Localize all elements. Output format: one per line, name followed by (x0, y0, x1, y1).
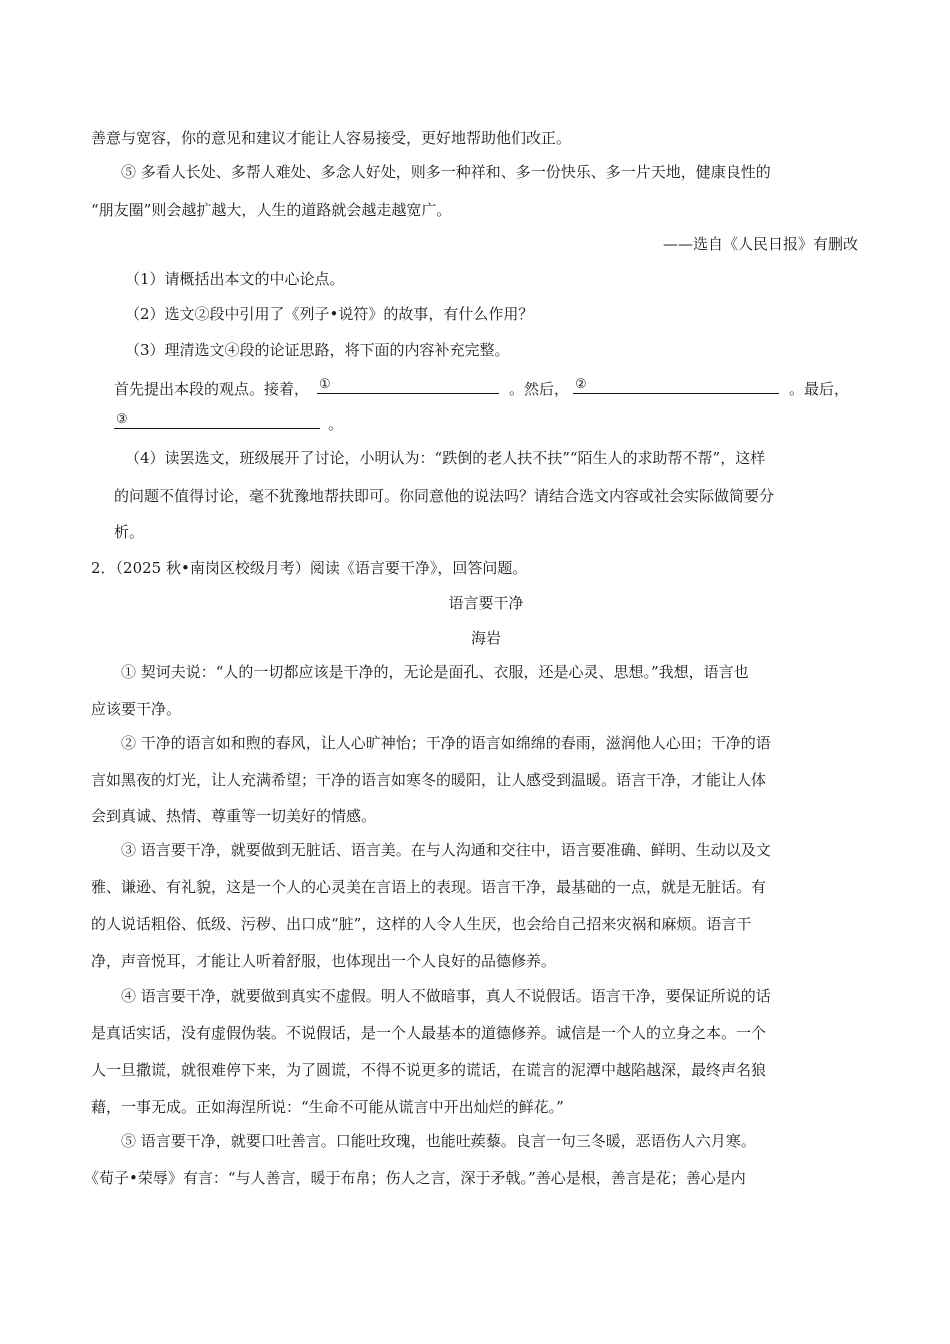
article-p3-line-1: ③ 语言要干净，就要做到无脏话、语言美。在与人沟通和交往中，语言要准确、鲜明、生动以及文 (121, 841, 771, 859)
answer-blank-1[interactable] (317, 375, 499, 394)
question-4-line-3: 析。 (114, 523, 145, 541)
article-p4-line-4: 藉，一事无成。正如海涅所说：“生命不可能从谎言中开出灿烂的鲜花。” (91, 1098, 564, 1116)
blank-number: ③ (116, 412, 128, 427)
fill-text: 。最后， (789, 380, 850, 398)
fill-text: 首先提出本段的观点。接着， (114, 380, 310, 398)
article-p3-line-4: 净，声音悦耳，才能让人听着舒服，也体现出一个人良好的品德修养。 (91, 952, 557, 970)
article-p2-line-1: ② 干净的语言如和煦的春风，让人心旷神怡；干净的语言如绵绵的春雨，滋润他人心田；干净的语 (121, 734, 771, 752)
article-p4-line-1: ④ 语言要干净，就要做到真实不虚假。明人不做暗事，真人不说假话。语言干净，要保证所说的话 (121, 987, 771, 1005)
article-p4-line-3: 人一旦撒谎，就很难停下来，为了圆谎，不得不说更多的谎话，在谎言的泥潭中越陷越深，最终声名狼 (91, 1061, 767, 1079)
article-author: 海岩 (470, 629, 501, 647)
item-2-heading: 2．（2025 秋•南岗区校级月考）阅读《语言要干净》，回答问题。 (91, 559, 528, 577)
article-p4-line-2: 是真话实话，没有虚假伪装。不说假话，是一个人最基本的道德修养。诚信是一个人的立身之本。一个 (91, 1024, 767, 1042)
article-p5-line-2: 《荀子•荣辱》有言：“与人善言，暖于布帛；伤人之言，深于矛戟。”善心是根，善言是花；善心是内 (84, 1169, 746, 1187)
source-note: ——选自《人民日报》有删改 (662, 235, 858, 253)
paragraph-line: 善意与宽容，你的意见和建议才能让人容易接受，更好地帮助他们改正。 (91, 129, 572, 147)
article-p5-line-1: ⑤ 语言要干净，就要口吐善言。口能吐玫瑰，也能吐蒺藜。良言一句三冬暖，恶语伤人六月寒。 (121, 1132, 756, 1150)
blank-number: ② (575, 377, 587, 392)
question-1: （1）请概括出本文的中心论点。 (125, 270, 345, 288)
question-3: （3）理清选文④段的论证思路，将下面的内容补充完整。 (125, 341, 510, 359)
blank-number: ① (319, 377, 331, 392)
article-p3-line-3: 的人说话粗俗、低级、污秽、出口成“脏”，这样的人令人生厌，也会给自己招来灾祸和麻烦。语言干 (91, 915, 752, 933)
question-2: （2）选文②段中引用了《列子•说符》的故事，有什么作用？ (125, 305, 534, 323)
question-4-line-1: （4）读罢选文，班级展开了讨论，小明认为：“跌倒的老人扶不扶”“陌生人的求助帮不帮”，这样 (125, 449, 766, 467)
question-3-fill-line-2 (114, 410, 343, 434)
article-title: 语言要干净 (448, 594, 524, 612)
article-p2-line-2: 言如黑夜的灯光，让人充满希望；干净的语言如寒冬的暖阳，让人感受到温暖。语言干净，才能让人体 (91, 771, 767, 789)
article-p1-line-1: ① 契诃夫说：“人的一切都应该是干净的，无论是面孔、衣服，还是心灵、思想。”我想，语言也 (121, 663, 749, 681)
paragraph-5-line-2: “朋友圈”则会越扩越大，人生的道路就会越走越宽广。 (91, 201, 452, 219)
fill-text: 。然后， (509, 380, 570, 398)
question-4-line-2: 的问题不值得讨论，毫不犹豫地帮扶即可。你同意他的说法吗？请结合选文内容或社会实际做简要分 (114, 487, 775, 505)
answer-blank-2[interactable] (573, 375, 779, 394)
article-p1-line-2: 应该要干净。 (91, 700, 182, 718)
question-3-fill-line-1 (114, 375, 849, 399)
fill-text: 。 (328, 415, 344, 433)
article-p3-line-2: 雅、谦逊、有礼貌，这是一个人的心灵美在言语上的表现。语言干净，最基础的一点，就是无脏话。有 (91, 878, 767, 896)
article-p2-line-3: 会到真诚、热情、尊重等一切美好的情感。 (91, 807, 377, 825)
paragraph-5-line-1: ⑤ 多看人长处、多帮人难处、多念人好处，则多一种祥和、多一份快乐、多一片天地，健康良性的 (121, 163, 771, 181)
answer-blank-3[interactable] (114, 410, 320, 429)
